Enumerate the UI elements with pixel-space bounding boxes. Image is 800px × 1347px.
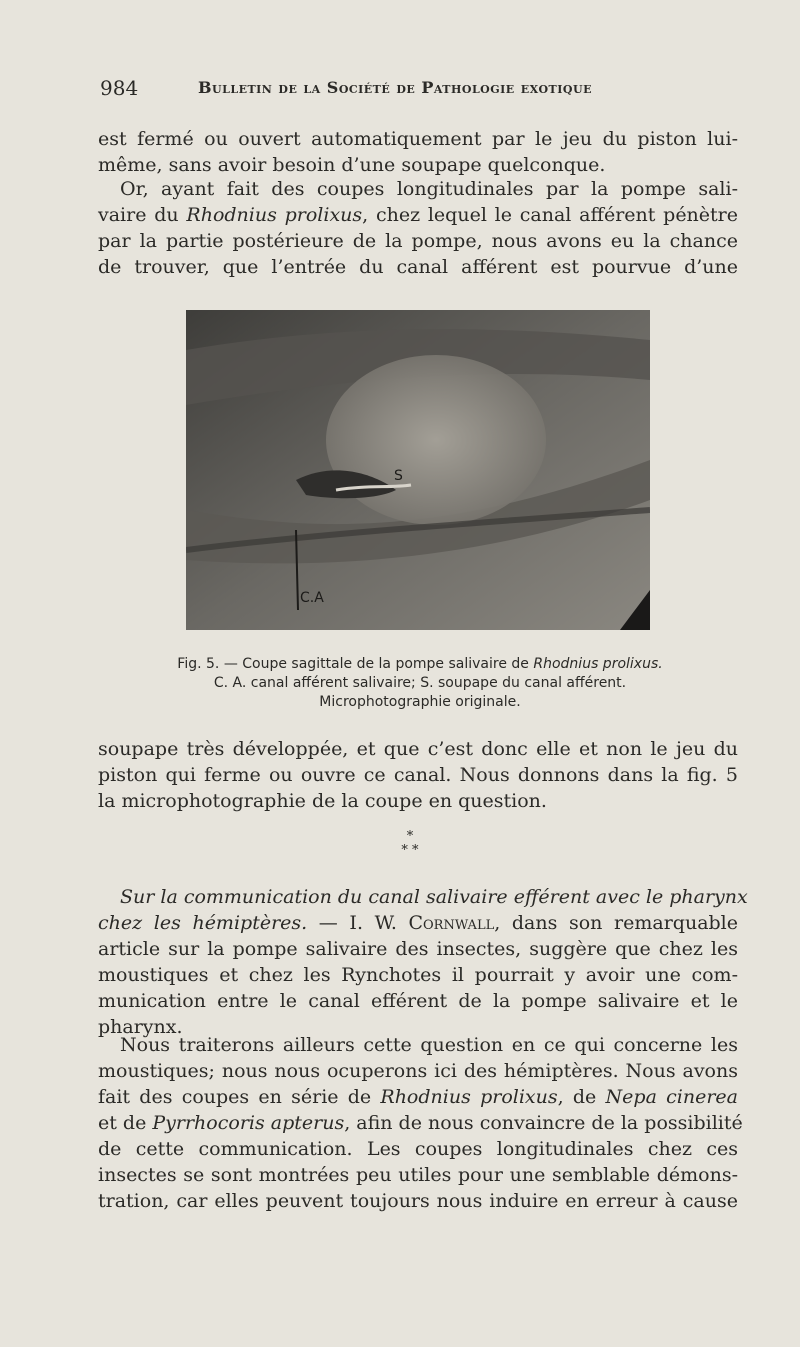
- text-span: fait des coupes en série de: [98, 1086, 381, 1108]
- section-heading: Sur la communication du canal salivaire efférent avec le pharynx: [120, 886, 748, 908]
- text-line: de cette communication. Les coupes longitudinales chez ces: [98, 1138, 738, 1160]
- text-line: piston qui ferme ou ouvre ce canal. Nous donnons dans la fig. 5: [98, 764, 738, 786]
- text-line: [98, 1110, 743, 1136]
- text-line: [98, 1084, 738, 1110]
- figure-micrograph: [186, 310, 650, 630]
- text-line: tration, car elles peuvent toujours nous induire en erreur à cause: [98, 1190, 738, 1212]
- caption-line: C. A. canal afférent salivaire; S. soupape du canal afférent.: [213, 675, 627, 691]
- text-line: est fermé ou ouvert automatiquement par le jeu du piston lui-: [98, 128, 738, 150]
- paragraph-1: [98, 126, 738, 178]
- text-span: Fig. 5. — Coupe sagittale de la pompe salivaire de: [177, 656, 534, 672]
- asterism: [380, 830, 440, 858]
- text-line: la microphotographie de la coupe en question.: [98, 790, 547, 812]
- text-line: soupape très développée, et que c’est donc elle et non le jeu du: [98, 738, 738, 760]
- text-line: [98, 202, 738, 228]
- asterism-bottom: * *: [401, 843, 419, 858]
- species-name: Rhodnius prolixus.: [533, 656, 663, 672]
- section-heading: chez les hémiptères.: [98, 912, 308, 934]
- text-line: pharynx.: [98, 1016, 183, 1038]
- page-number: 984: [100, 76, 139, 100]
- text-line: moustiques; nous nous ocuperons ici des hémiptères. Nous avons: [98, 1060, 738, 1082]
- figure-label-s: S: [394, 468, 403, 484]
- figure-label-ca: C.A: [300, 590, 324, 606]
- author-name: Cornwall: [408, 912, 495, 934]
- text-span: vaire du: [98, 204, 187, 226]
- text-span: et de: [98, 1112, 153, 1134]
- text-line: de trouver, que l’entrée du canal afférent est pourvue d’une: [98, 256, 738, 278]
- text-line: munication entre le canal efférent de la pompe salivaire et le: [98, 990, 738, 1012]
- text-span: , de: [557, 1086, 606, 1108]
- running-head: Bulletin de la Société de Pathologie exotique: [198, 78, 592, 97]
- text-line: moustiques et chez les Rynchotes il pourrait y avoir une com-: [98, 964, 738, 986]
- paragraph-3: [98, 736, 738, 814]
- paragraph-2: [98, 176, 738, 280]
- text-line: par la partie postérieure de la pompe, nous avons eu la chance: [98, 230, 738, 252]
- text-line: [98, 910, 738, 936]
- text-line: Nous traiterons ailleurs cette question en ce qui concerne les: [120, 1034, 738, 1056]
- pump-chamber: [326, 355, 546, 525]
- text-line: Or, ayant fait des coupes longitudinales par la pompe sali-: [120, 178, 738, 200]
- text-line: même, sans avoir besoin d’une soupape quelconque.: [98, 154, 606, 176]
- figure-caption: [100, 655, 740, 712]
- asterism-top: *: [406, 829, 414, 844]
- species-name: Pyrrhocoris apterus: [152, 1112, 345, 1134]
- species-name: Rhodnius prolixus: [186, 204, 363, 226]
- text-span: , chez lequel le canal afférent pénètre: [362, 204, 738, 226]
- text-span: , dans son remarquable: [494, 912, 738, 934]
- text-line: insectes se sont montrées peu utiles pour une semblable démons-: [98, 1164, 738, 1186]
- text-span: , afin de nous convaincre de la possibilité: [344, 1112, 743, 1134]
- paragraph-4: [98, 884, 748, 1040]
- caption-line: [100, 655, 740, 674]
- paragraph-5: [98, 1032, 743, 1214]
- species-name: Rhodnius prolixus: [380, 1086, 558, 1108]
- text-span: — I. W.: [307, 912, 409, 934]
- text-line: article sur la pompe salivaire des insectes, suggère que chez les: [98, 938, 738, 960]
- species-name: Nepa cinerea: [605, 1086, 738, 1108]
- caption-line: Microphotographie originale.: [319, 694, 521, 710]
- text-line: [98, 884, 748, 910]
